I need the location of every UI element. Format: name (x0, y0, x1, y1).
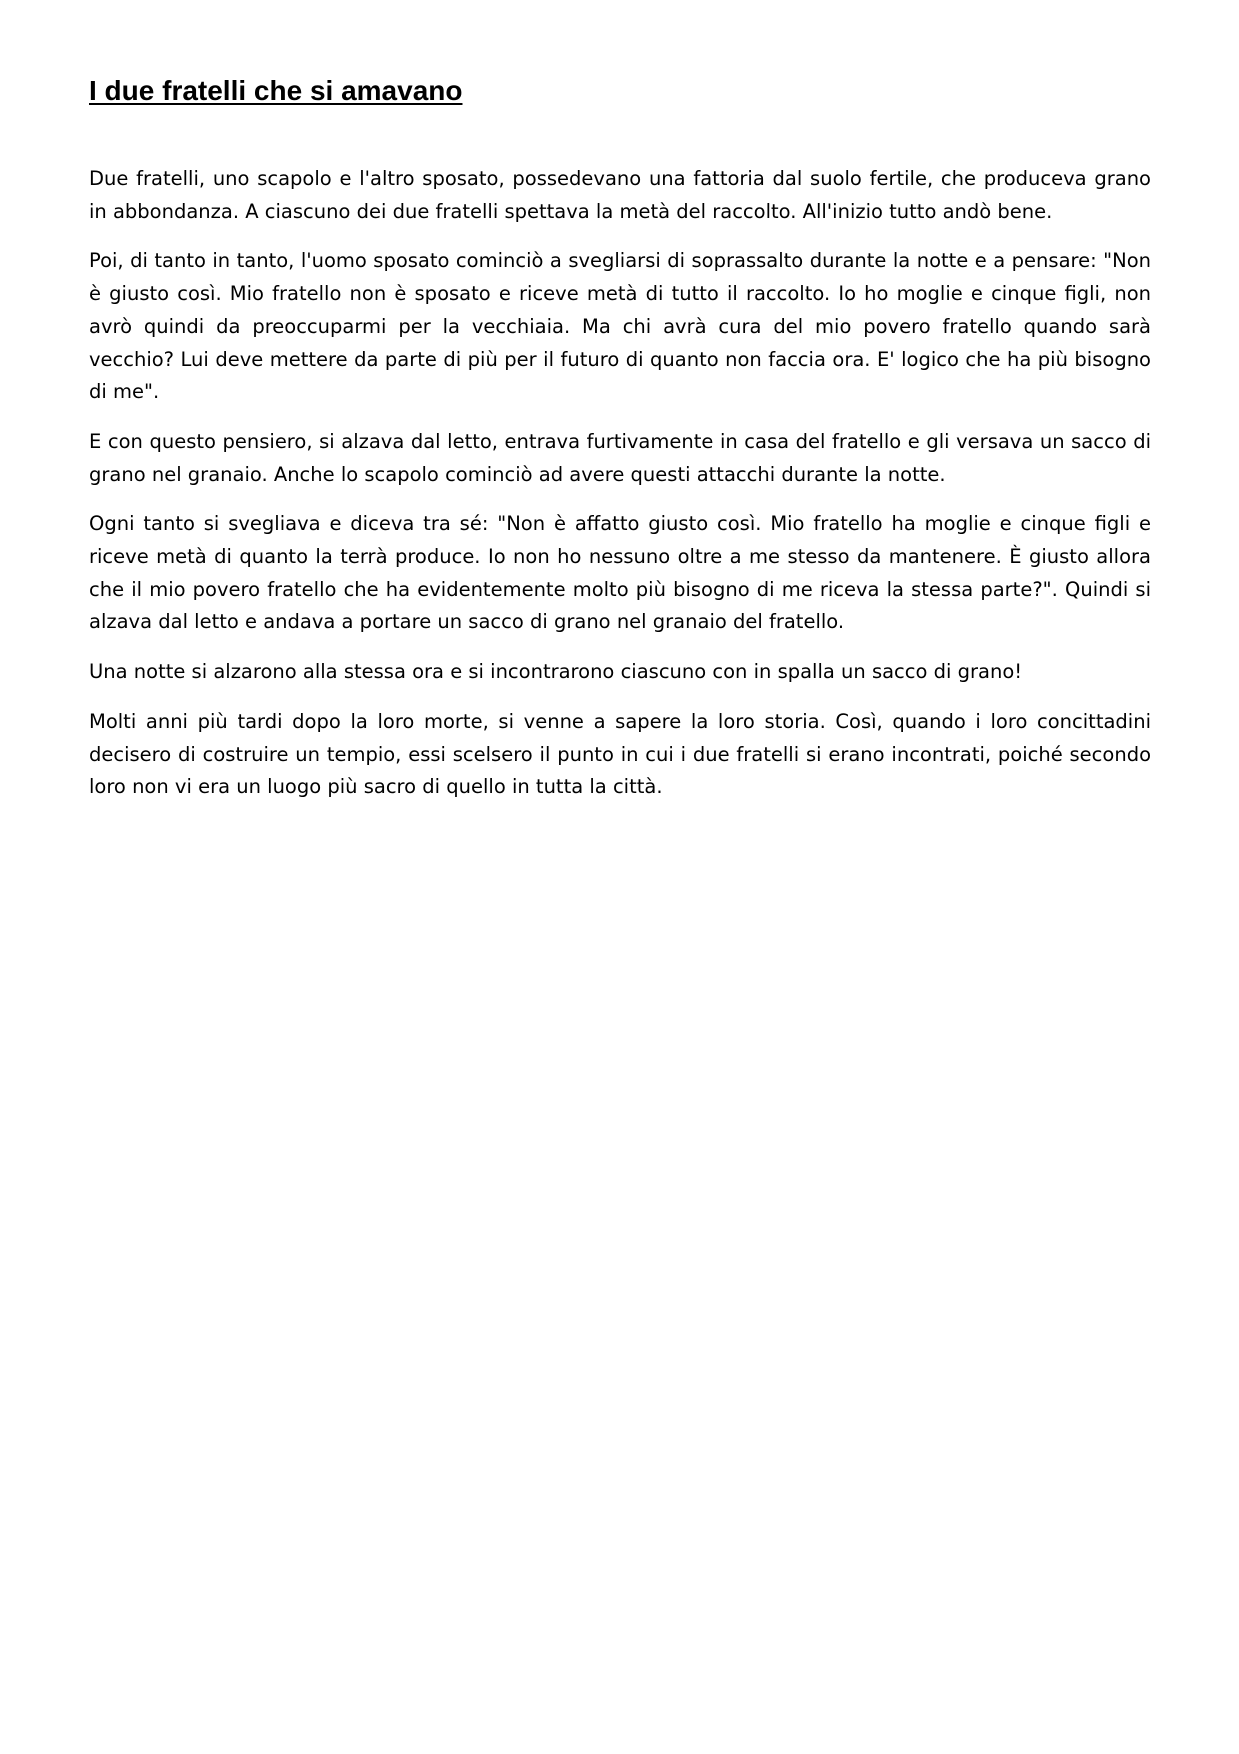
document-body (89, 163, 1151, 821)
paragraph: Due fratelli, uno scapolo e l'altro sposato, possedevano una fattoria dal suolo fertile, che produceva grano in abbondanza. A ciascuno dei due fratelli spettava la metà del raccolto. All'inizio tutto andò bene. (89, 167, 1151, 223)
paragraph: E con questo pensiero, si alzava dal letto, entrava furtivamente in casa del fratello e gli versava un sacco di grano nel granaio. Anche lo scapolo cominciò ad avere questi attacchi durante la notte. (89, 429, 1151, 486)
paragraph: Una notte si alzarono alla stessa ora e si incontrarono ciascuno con in spalla un sacco di grano! (89, 660, 1023, 684)
paragraph: Molti anni più tardi dopo la loro morte, si venne a sapere la loro storia. Così, quando i loro concittadini decisero di costruire un tempio, essi scelsero il punto in cui i due fratelli si erano incontrati, poiché secondo loro non vi era un luogo più sacro di quello in tutta la città. (89, 709, 1151, 799)
document-title: I due fratelli che si amavano (89, 75, 463, 106)
paragraph: Ogni tanto si svegliava e diceva tra sé: "Non è affatto giusto così. Mio fratello ha moglie e cinque figli e riceve metà di quanto la terrà produce. Io non ho nessuno oltre a me stesso da mantenere. È giusto allora che il mio povero fratello che ha evidentemente molto più bisogno di me riceva la stessa parte?". Quindi si alzava dal letto e andava a portare un sacco di grano nel granaio del fratello. (89, 512, 1151, 634)
paragraph: Poi, di tanto in tanto, l'uomo sposato cominciò a svegliarsi di soprassalto durante la notte e a pensare: "Non è giusto così. Mio fratello non è sposato e riceve metà di tutto il raccolto. Io ho moglie e cinque figli, non avrò quindi da preoccuparmi per la vecchiaia. Ma chi avrà cura del mio povero fratello quando sarà vecchio? Lui deve mettere da parte di più per il futuro di quanto non faccia ora. E' logico che ha più bisogno di me". (89, 249, 1151, 404)
